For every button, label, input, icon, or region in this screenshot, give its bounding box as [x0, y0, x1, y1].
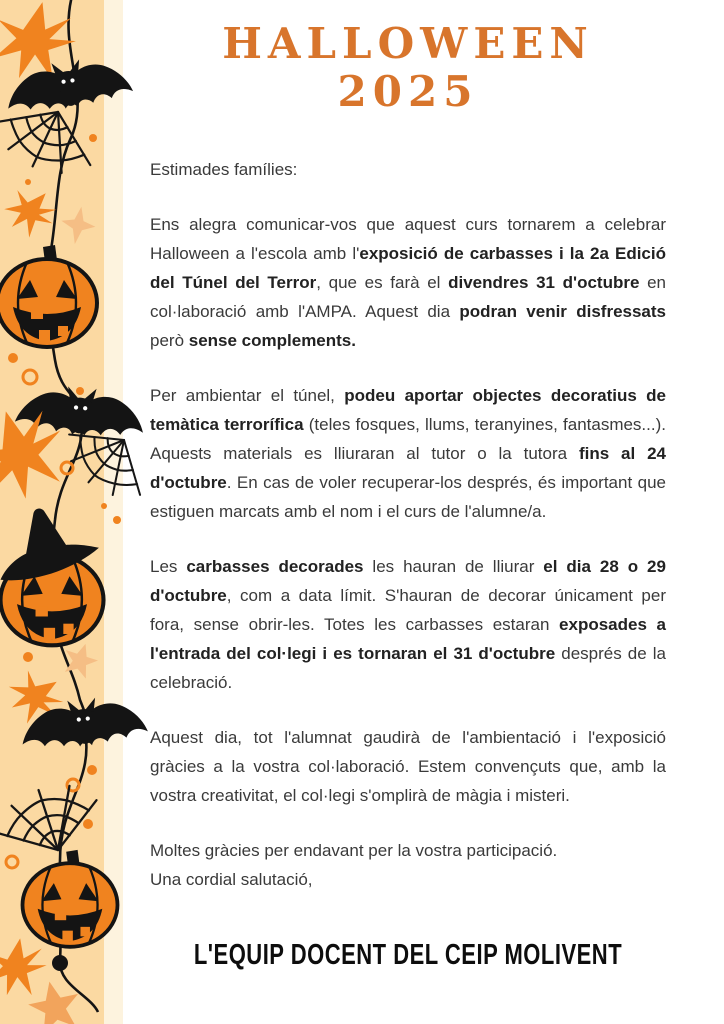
- dot-icon: [23, 652, 33, 662]
- paragraph-pumpkins: Les carbasses decorades les hauran de lliurar el dia 28 o 29 d'octubre, com a data límit. S'hauran de decorar únicament per fora, sense obrir-les. Totes les carbasses estaran exposades a l'entrada del col·legi i es tornaran el 31 d'octubre després de la celebració.: [150, 556, 666, 692]
- paragraph-materials: Per ambientar el túnel, podeu aportar objectes decoratius de temàtica terrorífica (teles fosques, llums, teranyines, fantasmes...). Aquests materials es lliuraran al tutor o la tutora fins al 24 d'octubre. En cas de voler recuperar-los després, és important que estiguen marcats amb el nom i el curs de l'alumne/a.: [150, 385, 666, 521]
- dot-icon: [8, 353, 18, 363]
- closing-line: Una cordial salutació,: [150, 869, 313, 889]
- dot-icon: [101, 503, 107, 509]
- border-band-light: [104, 0, 123, 1024]
- letter-content: [150, 0, 667, 971]
- bead-icon: [52, 955, 68, 971]
- dot-icon: [113, 516, 121, 524]
- halloween-border: [0, 0, 150, 1024]
- halloween-border-art: [0, 0, 150, 1024]
- dot-icon: [83, 819, 93, 829]
- paragraph-thanks: Aquest dia, tot l'alumnat gaudirà de l'ambientació i l'exposició gràcies a la vostra col·laboració. Estem convençuts que, amb la vostra creativitat, el col·legi s'omplirà de màgia i misteri.: [150, 727, 666, 805]
- closing-lines: [150, 836, 666, 894]
- dot-icon: [25, 179, 31, 185]
- dot-icon: [89, 134, 97, 142]
- dot-icon: [87, 765, 97, 775]
- paragraph-intro: Ens alegra comunicar-vos que aquest curs tornarem a celebrar Halloween a l'escola amb l'exposició de carbasses i la 2a Edició del Túnel del Terror, que es farà el divendres 31 d'octubre en col·laboració amb l'AMPA. Aquest dia podran venir disfressats però sense complements.: [150, 214, 667, 350]
- greeting: Estimades famílies:: [150, 159, 298, 179]
- closing-line: Moltes gràcies per endavant per la vostra participació.: [150, 840, 558, 860]
- page-title: HALLOWEEN 2025: [222, 19, 594, 117]
- dot-icon: [76, 387, 84, 395]
- signature: L'EQUIP DOCENT DEL CEIP MOLIVENT: [193, 937, 623, 971]
